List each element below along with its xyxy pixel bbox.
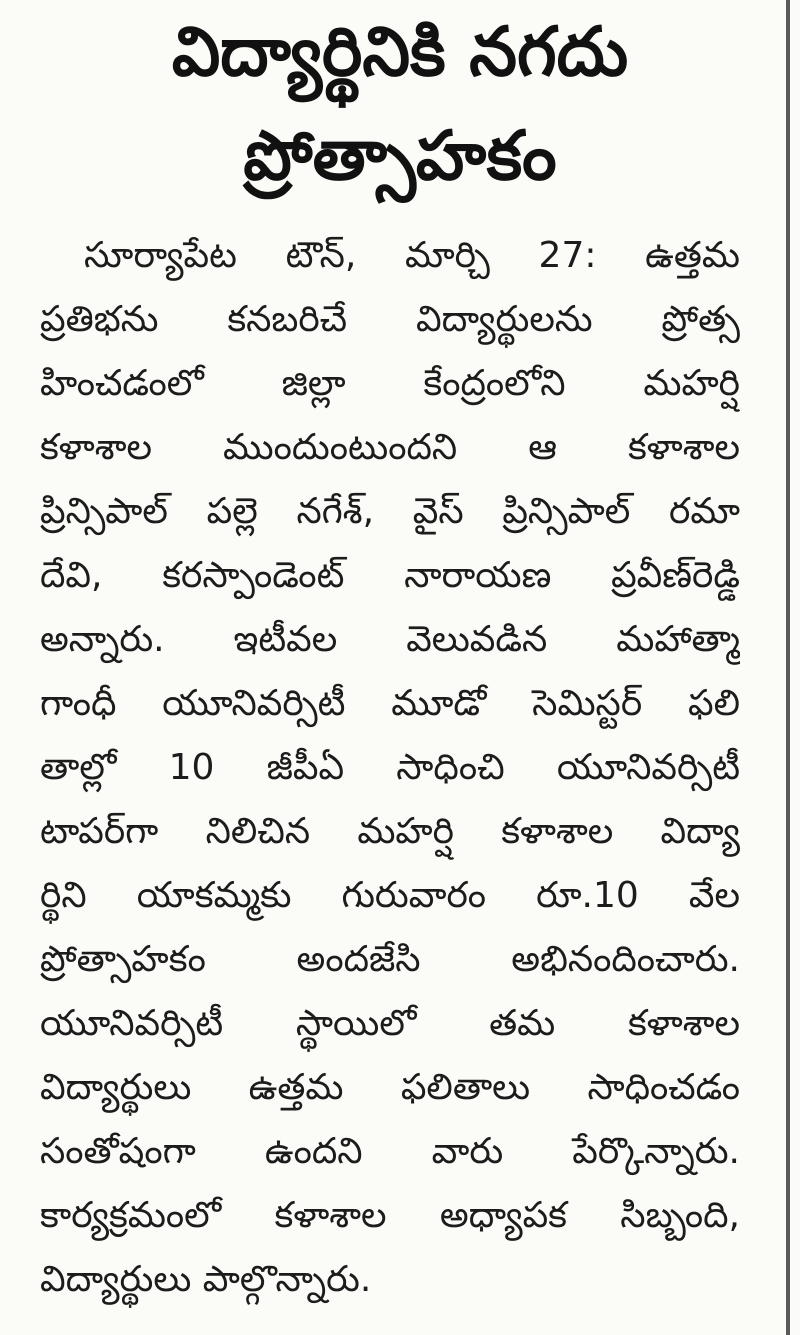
body-line: కార్యక్రమంలో కళాశాల అధ్యాపక సిబ్బంది, bbox=[40, 1195, 740, 1236]
body-line: విద్యార్థులు పాల్గొన్నారు. bbox=[40, 1259, 372, 1300]
article-body bbox=[40, 224, 740, 1312]
body-line: కళాశాల ముందుంటుందని ఆ కళాశాల bbox=[40, 427, 740, 468]
body-line: గాంధీ యూనివర్సిటీ మూడో సెమిస్టర్ ఫలి bbox=[40, 683, 740, 724]
body-line: సంతోషంగా ఉందని వారు పేర్కొన్నారు. bbox=[40, 1131, 740, 1172]
body-line: హించడంలో జిల్లా కేంద్రంలోని మహర్షి bbox=[40, 363, 740, 404]
body-line: విద్యార్థులు ఉత్తమ ఫలితాలు సాధించడం bbox=[40, 1067, 740, 1108]
body-line: ప్రతిభను కనబరిచే విద్యార్థులను ప్రోత్స bbox=[40, 299, 740, 340]
body-line: సూర్యాపేట టౌన్, మార్చి 27: ఉత్తమ bbox=[84, 235, 740, 276]
body-line: దేవి, కరస్పాండెంట్ నారాయణ ప్రవీణ్‌రెడ్డి bbox=[40, 555, 740, 596]
body-line: యూనివర్సిటీ స్థాయిలో తమ కళాశాల bbox=[40, 1003, 740, 1044]
body-line: ప్రిన్సిపాల్ పల్లె నగేశ్, వైస్ ప్రిన్సిపాల్ రమా bbox=[40, 491, 740, 532]
body-line: టాపర్‌గా నిలిచిన మహర్షి కళాశాల విద్యా bbox=[40, 811, 740, 852]
body-line: ర్థిని యాకమ్మకు గురువారం రూ.10 వేల bbox=[40, 875, 740, 916]
body-line: ప్రోత్సాహకం అందజేసి అభినందించారు. bbox=[40, 939, 740, 980]
column-rule bbox=[786, 0, 790, 1335]
body-line: అన్నారు. ఇటీవల వెలువడిన మహాత్మా bbox=[40, 619, 740, 660]
headline-line-1: విద్యార్థినికి నగదు bbox=[171, 13, 629, 92]
body-line: తాల్లో 10 జీపీఏ సాధించి యూనివర్సిటీ bbox=[40, 747, 740, 788]
headline-line-2: ప్రోత్సాహకం bbox=[243, 117, 557, 196]
